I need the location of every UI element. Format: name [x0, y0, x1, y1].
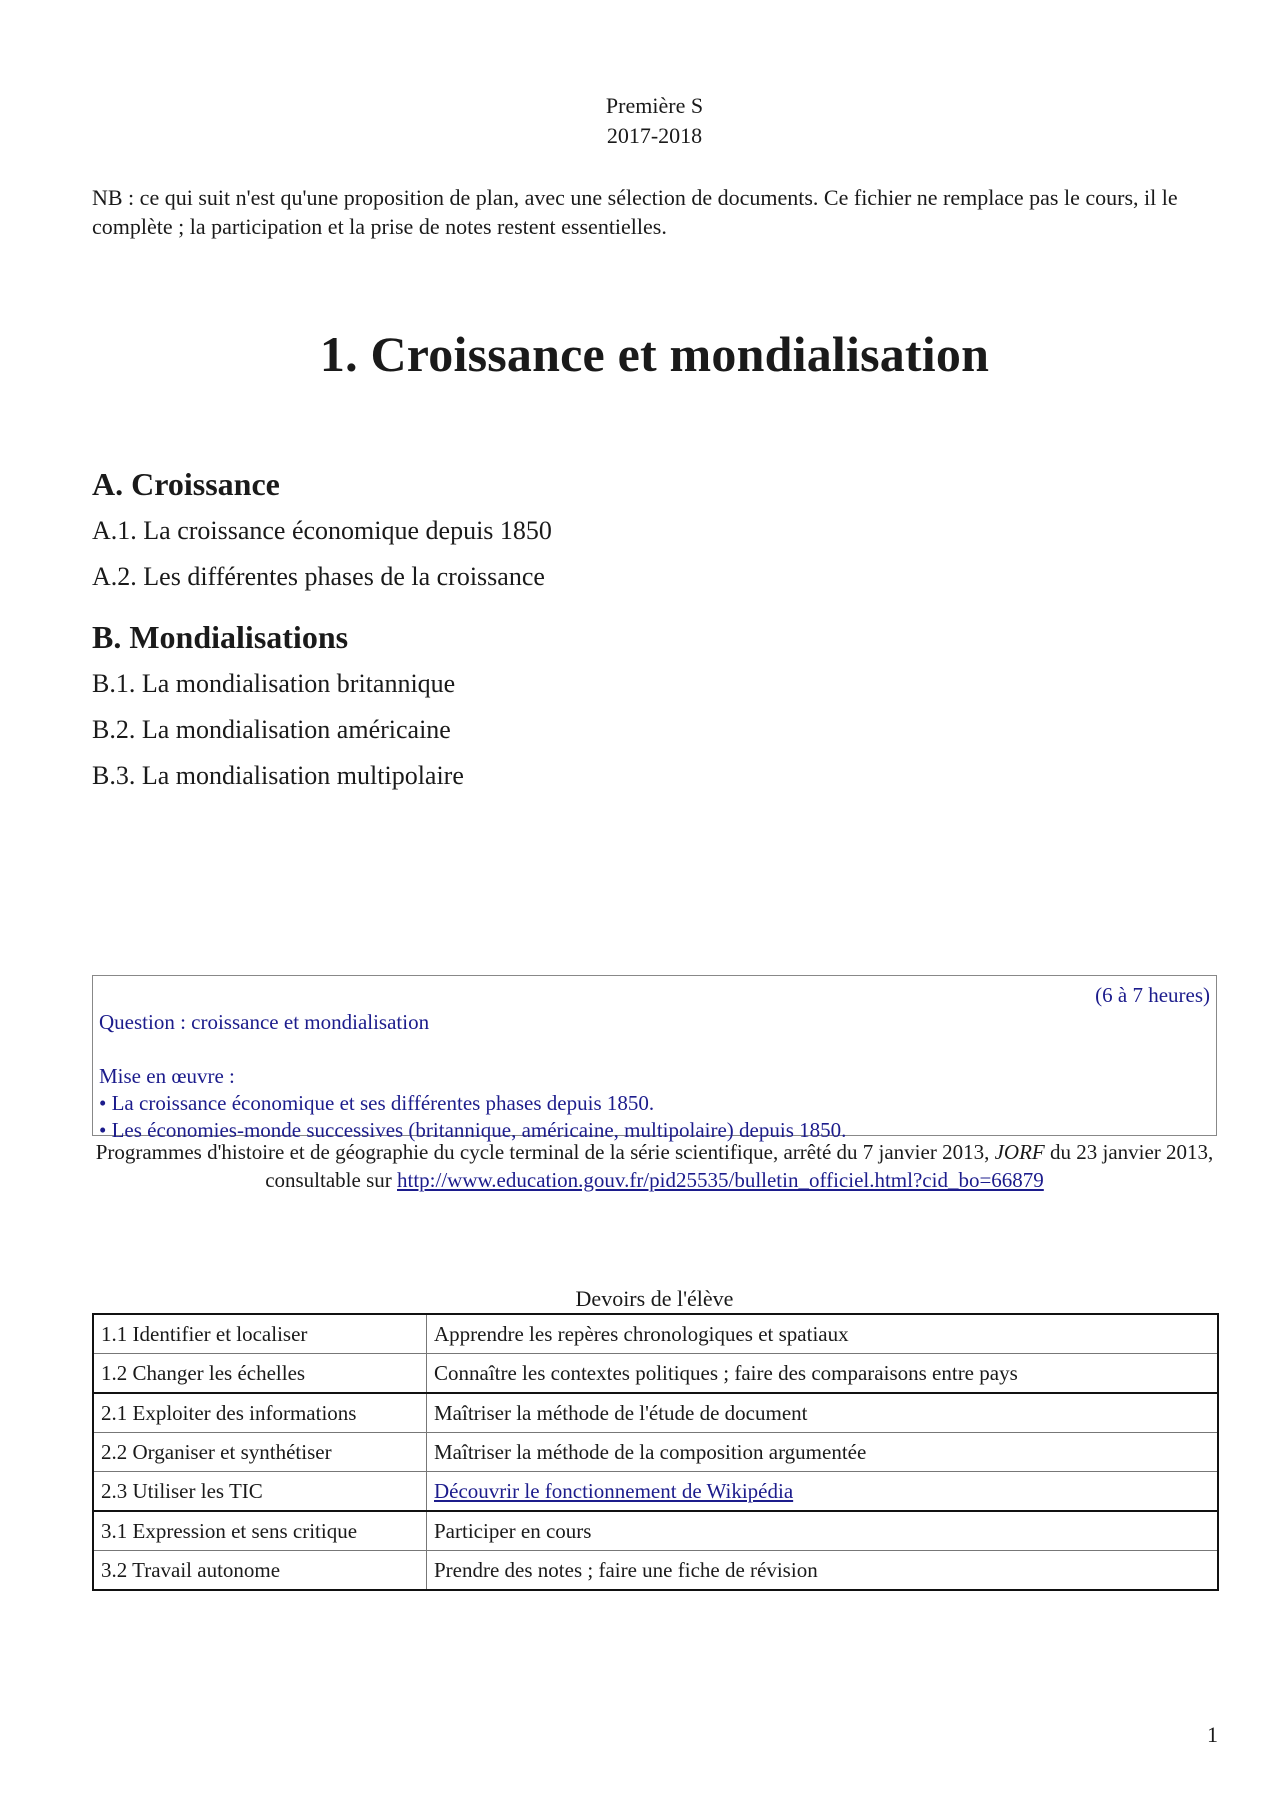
- nb-note: NB : ce qui suit n'est qu'une proposition de plan, avec une sélection de documents. Ce fichier ne remplace pas le cours, il le complète ; la participation et la prise de notes restent essentielles.: [92, 185, 1178, 239]
- skill-cell: 3.1 Expression et sens critique: [93, 1511, 427, 1551]
- document-page: [92, 0, 1217, 1591]
- class-name: Première S: [605, 93, 704, 118]
- skill-cell: 2.3 Utiliser les TIC: [93, 1472, 427, 1512]
- subsection-b1: B.1. La mondialisation britannique: [92, 669, 456, 698]
- page-number: 1: [1207, 1722, 1218, 1747]
- source-link[interactable]: http://www.education.gouv.fr/pid25535/bulletin_officiel.html?cid_bo=66879: [397, 1168, 1044, 1192]
- subsection-a1: A.1. La croissance économique depuis 1850: [92, 516, 552, 545]
- source-jorf: JORF: [994, 1140, 1045, 1164]
- program-mise-en-oeuvre: Mise en œuvre :: [99, 1064, 235, 1088]
- program-box: [92, 975, 1217, 1142]
- task-cell: Connaître les contextes politiques ; faire des comparaisons entre pays: [427, 1354, 1219, 1394]
- task-cell: Maîtriser la méthode de la composition argumentée: [427, 1433, 1219, 1472]
- section-title-b: B. Mondialisations: [92, 619, 349, 655]
- table-row: [93, 1354, 1218, 1394]
- skill-cell: 3.2 Travail autonome: [93, 1551, 427, 1591]
- spacer: [99, 1036, 1210, 1063]
- wikipedia-link[interactable]: Découvrir le fonctionnement de Wikipédia: [434, 1478, 794, 1503]
- source-text: du 23 janvier 2013, consultable sur: [265, 1140, 1214, 1192]
- table-row: [93, 1314, 1218, 1354]
- task-cell: Prendre des notes ; faire une fiche de révision: [427, 1551, 1219, 1591]
- subsection-b3: B.3. La mondialisation multipolaire: [92, 761, 464, 790]
- program-source: [92, 1138, 1217, 1194]
- subsection-b2: B.2. La mondialisation américaine: [92, 715, 451, 744]
- program-bullet: • Les économies-monde successives (britannique, américaine, multipolaire) depuis 1850.: [99, 1118, 847, 1142]
- subsection-a2: A.2. Les différentes phases de la croissance: [92, 562, 545, 591]
- table-row: [93, 1511, 1218, 1551]
- skill-cell: 2.1 Exploiter des informations: [93, 1393, 427, 1433]
- section-title-a: A. Croissance: [92, 466, 280, 502]
- chapter-title: 1. Croissance et mondialisation: [319, 326, 990, 382]
- table-row: [93, 1433, 1218, 1472]
- devoirs-caption: Devoirs de l'élève: [575, 1286, 734, 1311]
- skill-cell: 1.2 Changer les échelles: [93, 1354, 427, 1394]
- task-cell: Maîtriser la méthode de l'étude de document: [427, 1393, 1219, 1433]
- devoirs-table: [92, 1313, 1219, 1591]
- program-question: Question : croissance et mondialisation: [99, 1010, 430, 1034]
- table-row: [93, 1472, 1218, 1512]
- task-cell: [427, 1472, 1219, 1512]
- skill-cell: 1.1 Identifier et localiser: [93, 1314, 427, 1354]
- program-hours: (6 à 7 heures): [1095, 983, 1210, 1007]
- table-row: [93, 1393, 1218, 1433]
- school-year: 2017-2018: [606, 123, 703, 148]
- task-cell: Apprendre les repères chronologiques et spatiaux: [427, 1314, 1219, 1354]
- table-row: [93, 1551, 1218, 1591]
- program-bullet: • La croissance économique et ses différentes phases depuis 1850.: [99, 1091, 655, 1115]
- task-cell: Participer en cours: [427, 1511, 1219, 1551]
- source-text: Programmes d'histoire et de géographie du cycle terminal de la série scientifique, arrêté du 7 janvier 2013,: [95, 1140, 995, 1164]
- skill-cell: 2.2 Organiser et synthétiser: [93, 1433, 427, 1472]
